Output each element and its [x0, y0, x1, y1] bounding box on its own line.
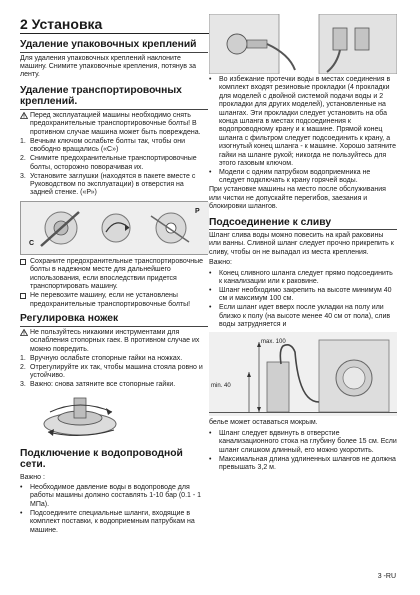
warning-transport: [20, 112, 208, 137]
bullet-water-1: • Необходимое давление воды в водопроводе для работы машины должно составлять 1-10 бар (0.1 - 1 МПа).: [20, 483, 202, 508]
right-column: [209, 76, 397, 473]
transport-bolts-illustration: [21, 202, 209, 254]
bullet-max-length: • Максимальная длина удлиненных шлангов не должна превышать 3,2 м.: [209, 455, 396, 471]
text-service: При установке машины на место после обслуживания или чистки не допускайте перегибов, заезания и блокировки шлангов.: [209, 186, 386, 211]
left-column: [20, 36, 208, 535]
warning-transport-text: Перед эксплуатацией машины необходимо снять предохранительные транспортировочные болты! В противном случае машина может быть повреждена.: [30, 111, 201, 136]
bullet-dot-icon: •: [209, 304, 212, 312]
foot-adjustment-illustration: [20, 394, 208, 440]
bullet-drain-3: • Если шланг идет вверх после укладки на полу или близко к полу (на высоте менее 40 см от пола), слив воды затрудняется и: [209, 304, 391, 329]
warning-feet: Не пользуйтесь никакими инструментами для ослабления стопорных гаек. В противном случае их можно повредить.: [20, 329, 208, 354]
step-feet-2: 2. Отрегулируйте их так, чтобы машина стояла ровно и устойчиво.: [20, 363, 203, 380]
figure-label-p: P: [195, 207, 200, 215]
warning-triangle-icon: [20, 112, 30, 122]
step-feet-1: 1. Вручную ослабьте стопорные гайки на ножках.: [20, 354, 183, 362]
info-square-icon: [20, 258, 30, 267]
text-continue: белье может оставаться мокрым.: [209, 419, 318, 427]
heading-feet: Регулировка ножек: [20, 313, 208, 327]
heading-remove-packing: Удаление упаковочных креплений: [20, 39, 208, 53]
text-important-right: Важно:: [209, 259, 232, 267]
bullet-dot-icon: •: [209, 269, 212, 277]
info-never-transport: Не перевозите машину, если не установлены предохранительные транспортировочные болты!: [20, 292, 208, 309]
bullet-dot-icon: •: [209, 455, 212, 463]
bullet-dot-icon: •: [20, 509, 23, 517]
bullet-dot-icon: •: [209, 76, 212, 83]
bullet-gaskets: • Во избежание протечки воды в местах соединения в комплект входят резиновые прокладки (4 прокладки для моделей с двойной системой подачи воды и 2 прокладки для других моделей), установленные на шлангах. Эти прокладки следует установить на оба конца шланга в местах подсоединения к водопроводному крану и к машине. Прямой конец шланга с фильтром следует подсоединить к крану, а изогнутый конец шланга - к машине. Хорошо затяните гайки на шланге рукой; никогда не пользуйтесь для этого газовым ключом.: [209, 76, 397, 168]
info-square-icon: [20, 292, 30, 301]
bullet-dot-icon: •: [20, 483, 23, 491]
figure-transport-bolts: [20, 201, 208, 255]
step-transport-2: 2. Снимите предохранительные транспортировочные болты, осторожно поворачивая их.: [20, 155, 197, 171]
water-connection-illustration: [209, 14, 397, 74]
bullet-water-2: • Подсоедините специальные шланги, входящие в комплект поставки, к водоприемным патрубкам на машине.: [20, 509, 195, 534]
text-drain: Шланг слива воды можно повесить на край раковины или ванны. Сливной шланг следует прочно прикрепить к сливу, чтобы он не выпадал из места крепления.: [209, 232, 394, 256]
figure-label-c: C: [29, 239, 35, 247]
heading-water-supply: Подключение к водопроводной сети.: [20, 447, 183, 471]
step-transport-3: 3. Установите заглушки (находятся в пакете вместе с Руководством по эксплуатации) в отверстия на задней стенке. («Р»): [20, 172, 196, 197]
warning-triangle-icon: [20, 329, 30, 339]
figure-label-max: max. 100: [261, 339, 286, 346]
drain-heights-illustration: [209, 332, 397, 416]
text-remove-packing: Для удаления упаковочных креплений наклоните машину. Снимите упаковочные крепления, потянув за ленту.: [20, 54, 197, 79]
heading-transport-bolts: Удаление транспортировочных креплений.: [20, 85, 208, 110]
step-transport-1: 1. Вечным ключом ослабьте болты так, чтобы они свободно вращались («С»): [20, 137, 186, 154]
figure-water-connection: [209, 14, 397, 74]
figure-drain-heights: [209, 332, 397, 416]
page-number: 3 -RU: [377, 573, 396, 580]
bullet-single-inlet: • Модели с одним патрубком водоприемника не следует подключать к крану горячей воды.: [209, 168, 371, 185]
info-keep-bolts: Сохраните предохранительные транспортировочные болты в надежном месте для дальнейшего использования, если впоследствии придется транспортировать машину.: [20, 258, 208, 292]
bullet-dot-icon: •: [209, 429, 212, 437]
section-title-bar: [20, 16, 216, 34]
bullet-dot-icon: •: [209, 168, 212, 176]
text-important-left: Важно :: [20, 473, 45, 481]
step-feet-3: 3. Важно: снова затяните все стопорные гайки.: [20, 381, 176, 389]
figure-label-min: min. 40: [211, 383, 231, 390]
heading-drain: Подсоединение к сливу: [209, 217, 397, 231]
bullet-drain-2: • Шланг необходимо закрепить на высоте минимум 40 см и максимум 100 см.: [209, 286, 392, 303]
bullet-dot-icon: •: [209, 286, 212, 294]
bullet-drain-depth: • Шланг следует вдвинуть в отверстие канализационного стока на глубину более 15 см. Если шланг слишком длинный, его можно укоротить.: [209, 429, 397, 454]
section-title: 2 Установка: [20, 16, 103, 32]
figure-foot-adjustment: [20, 394, 208, 440]
bullet-drain-1: • Конец сливного шланга следует прямо подсоединить к канализации или к раковине.: [209, 269, 393, 286]
